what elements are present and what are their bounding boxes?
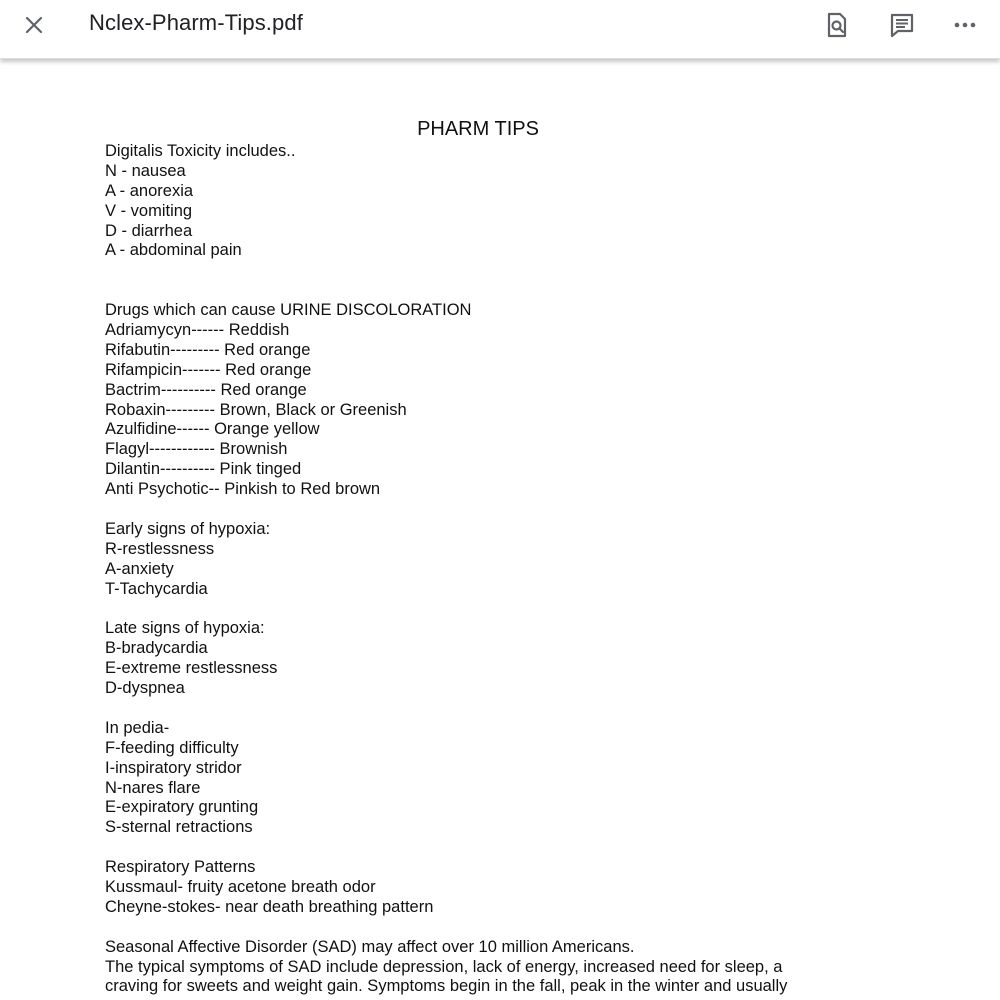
list-item: Dilantin---------- Pink tinged bbox=[105, 460, 302, 479]
file-name-title: Nclex-Pharm-Tips.pdf bbox=[89, 10, 303, 35]
list-item: N - nausea bbox=[105, 161, 186, 180]
list-item: Flagyl------------ Brownish bbox=[105, 440, 288, 459]
list-item: F-feeding difficulty bbox=[105, 738, 239, 757]
find-in-page-button[interactable] bbox=[818, 6, 856, 44]
pdf-viewer-toolbar bbox=[0, 0, 1000, 59]
respiratory-heading: Respiratory Patterns bbox=[105, 858, 256, 877]
list-item: A - abdominal pain bbox=[105, 241, 242, 260]
list-item: E-expiratory grunting bbox=[105, 798, 259, 817]
comment-button[interactable] bbox=[883, 6, 921, 44]
list-item: Rifampicin------- Red orange bbox=[105, 360, 312, 379]
list-item: D - diarrhea bbox=[105, 221, 193, 240]
early-hypoxia-heading: Early signs of hypoxia: bbox=[105, 519, 271, 538]
find-in-page-icon bbox=[824, 11, 850, 39]
comment-icon bbox=[888, 11, 916, 39]
list-item: T-Tachycardia bbox=[105, 579, 208, 598]
more-options-button[interactable] bbox=[946, 6, 984, 44]
sad-paragraph-line: craving for sweets and weight gain. Symptoms begin in the fall, peak in the winter and usually bbox=[105, 977, 788, 996]
urine-heading: Drugs which can cause URINE DISCOLORATION bbox=[105, 301, 472, 320]
list-item: D-dyspnea bbox=[105, 679, 185, 698]
list-item: I-inspiratory stridor bbox=[105, 758, 242, 777]
list-item: R-restlessness bbox=[105, 539, 215, 558]
close-button[interactable] bbox=[16, 7, 52, 43]
list-item: Azulfidine------ Orange yellow bbox=[105, 420, 320, 439]
pedia-heading: In pedia- bbox=[105, 718, 170, 737]
list-item: Bactrim---------- Red orange bbox=[105, 380, 307, 399]
list-item: Adriamycyn------ Reddish bbox=[105, 321, 290, 340]
list-item: S-sternal retractions bbox=[105, 818, 253, 837]
pdf-page bbox=[0, 60, 1000, 1000]
document-body bbox=[105, 142, 865, 997]
list-item: Cheyne-stokes- near death breathing pattern bbox=[105, 897, 434, 916]
list-item: Kussmaul- fruity acetone breath odor bbox=[105, 877, 376, 896]
list-item: Robaxin--------- Brown, Black or Greenish bbox=[105, 400, 407, 419]
more-horizontal-icon bbox=[953, 20, 977, 30]
document-title: PHARM TIPS bbox=[417, 118, 539, 140]
list-item: Anti Psychotic-- Pinkish to Red brown bbox=[105, 480, 381, 499]
sad-paragraph-line: Seasonal Affective Disorder (SAD) may affect over 10 million Americans. bbox=[105, 937, 635, 956]
digitalis-heading: Digitalis Toxicity includes.. bbox=[105, 142, 296, 160]
list-item: B-bradycardia bbox=[105, 639, 208, 658]
list-item: V - vomiting bbox=[105, 201, 193, 220]
list-item: A-anxiety bbox=[105, 559, 174, 578]
list-item: N-nares flare bbox=[105, 778, 201, 797]
sad-paragraph-line: The typical symptoms of SAD include depression, lack of energy, increased need for sleep, a bbox=[105, 957, 783, 976]
close-icon bbox=[23, 14, 45, 36]
list-item: E-extreme restlessness bbox=[105, 659, 278, 678]
list-item: A - anorexia bbox=[105, 181, 194, 200]
late-hypoxia-heading: Late signs of hypoxia: bbox=[105, 619, 265, 638]
list-item: Rifabutin--------- Red orange bbox=[105, 340, 311, 359]
